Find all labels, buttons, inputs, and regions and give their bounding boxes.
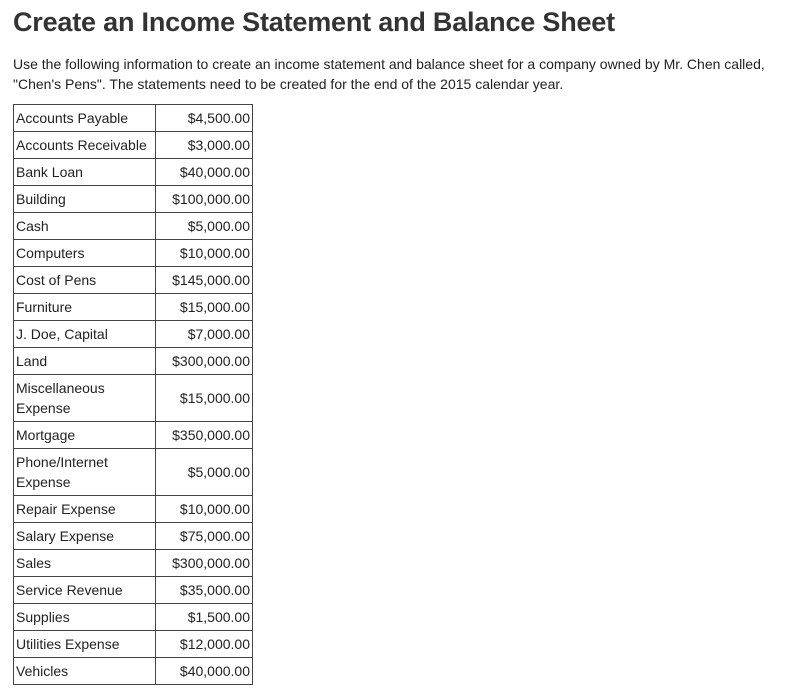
table-row — [14, 159, 253, 186]
account-name-cell: Computers — [14, 240, 156, 267]
account-name-cell: Cash — [14, 213, 156, 240]
account-name-cell: Miscellaneous Expense — [14, 375, 156, 422]
account-name-cell: Building — [14, 186, 156, 213]
account-amount-cell: $300,000.00 — [156, 348, 253, 375]
account-amount-cell: $10,000.00 — [156, 240, 253, 267]
table-row — [14, 186, 253, 213]
account-amount-cell: $10,000.00 — [156, 496, 253, 523]
account-name-cell: Vehicles — [14, 658, 156, 685]
table-row — [14, 240, 253, 267]
account-name-cell: Accounts Payable — [14, 105, 156, 132]
account-name-cell: Land — [14, 348, 156, 375]
account-amount-cell: $40,000.00 — [156, 159, 253, 186]
table-row — [14, 132, 253, 159]
account-name-cell: Furniture — [14, 294, 156, 321]
table-row — [14, 449, 253, 496]
account-name-cell: Cost of Pens — [14, 267, 156, 294]
table-row — [14, 631, 253, 658]
account-amount-cell: $100,000.00 — [156, 186, 253, 213]
account-amount-cell: $3,000.00 — [156, 132, 253, 159]
account-name-cell: Accounts Receivable — [14, 132, 156, 159]
table-row — [14, 496, 253, 523]
account-name-cell: Phone/Internet Expense — [14, 449, 156, 496]
account-amount-cell: $12,000.00 — [156, 631, 253, 658]
account-amount-cell: $350,000.00 — [156, 422, 253, 449]
intro-paragraph: Use the following information to create an income statement and balance sheet for a company owned by Mr. Chen called, "Chen's Pens". The statements need to be created for the end of the 2015 calendar year. — [13, 56, 765, 92]
table-row — [14, 267, 253, 294]
account-name-cell: Utilities Expense — [14, 631, 156, 658]
account-amount-cell: $145,000.00 — [156, 267, 253, 294]
accounts-table-body — [14, 105, 253, 685]
account-name-cell: J. Doe, Capital — [14, 321, 156, 348]
account-amount-cell: $5,000.00 — [156, 213, 253, 240]
account-name-cell: Repair Expense — [14, 496, 156, 523]
account-amount-cell: $15,000.00 — [156, 294, 253, 321]
page-title: Create an Income Statement and Balance Sheet — [13, 7, 615, 37]
account-amount-cell: $75,000.00 — [156, 523, 253, 550]
table-row — [14, 294, 253, 321]
account-amount-cell: $5,000.00 — [156, 449, 253, 496]
table-row — [14, 550, 253, 577]
table-row — [14, 375, 253, 422]
account-amount-cell: $1,500.00 — [156, 604, 253, 631]
account-name-cell: Salary Expense — [14, 523, 156, 550]
table-row — [14, 523, 253, 550]
accounts-table — [13, 104, 253, 685]
account-name-cell: Service Revenue — [14, 577, 156, 604]
account-name-cell: Sales — [14, 550, 156, 577]
account-amount-cell: $300,000.00 — [156, 550, 253, 577]
account-amount-cell: $7,000.00 — [156, 321, 253, 348]
account-amount-cell: $35,000.00 — [156, 577, 253, 604]
table-row — [14, 105, 253, 132]
account-amount-cell: $4,500.00 — [156, 105, 253, 132]
table-row — [14, 604, 253, 631]
account-name-cell: Bank Loan — [14, 159, 156, 186]
account-name-cell: Mortgage — [14, 422, 156, 449]
account-amount-cell: $40,000.00 — [156, 658, 253, 685]
table-row — [14, 348, 253, 375]
table-row — [14, 422, 253, 449]
table-row — [14, 577, 253, 604]
account-name-cell: Supplies — [14, 604, 156, 631]
table-row — [14, 658, 253, 685]
account-amount-cell: $15,000.00 — [156, 375, 253, 422]
page-content — [13, 0, 788, 685]
table-row — [14, 213, 253, 240]
table-row — [14, 321, 253, 348]
